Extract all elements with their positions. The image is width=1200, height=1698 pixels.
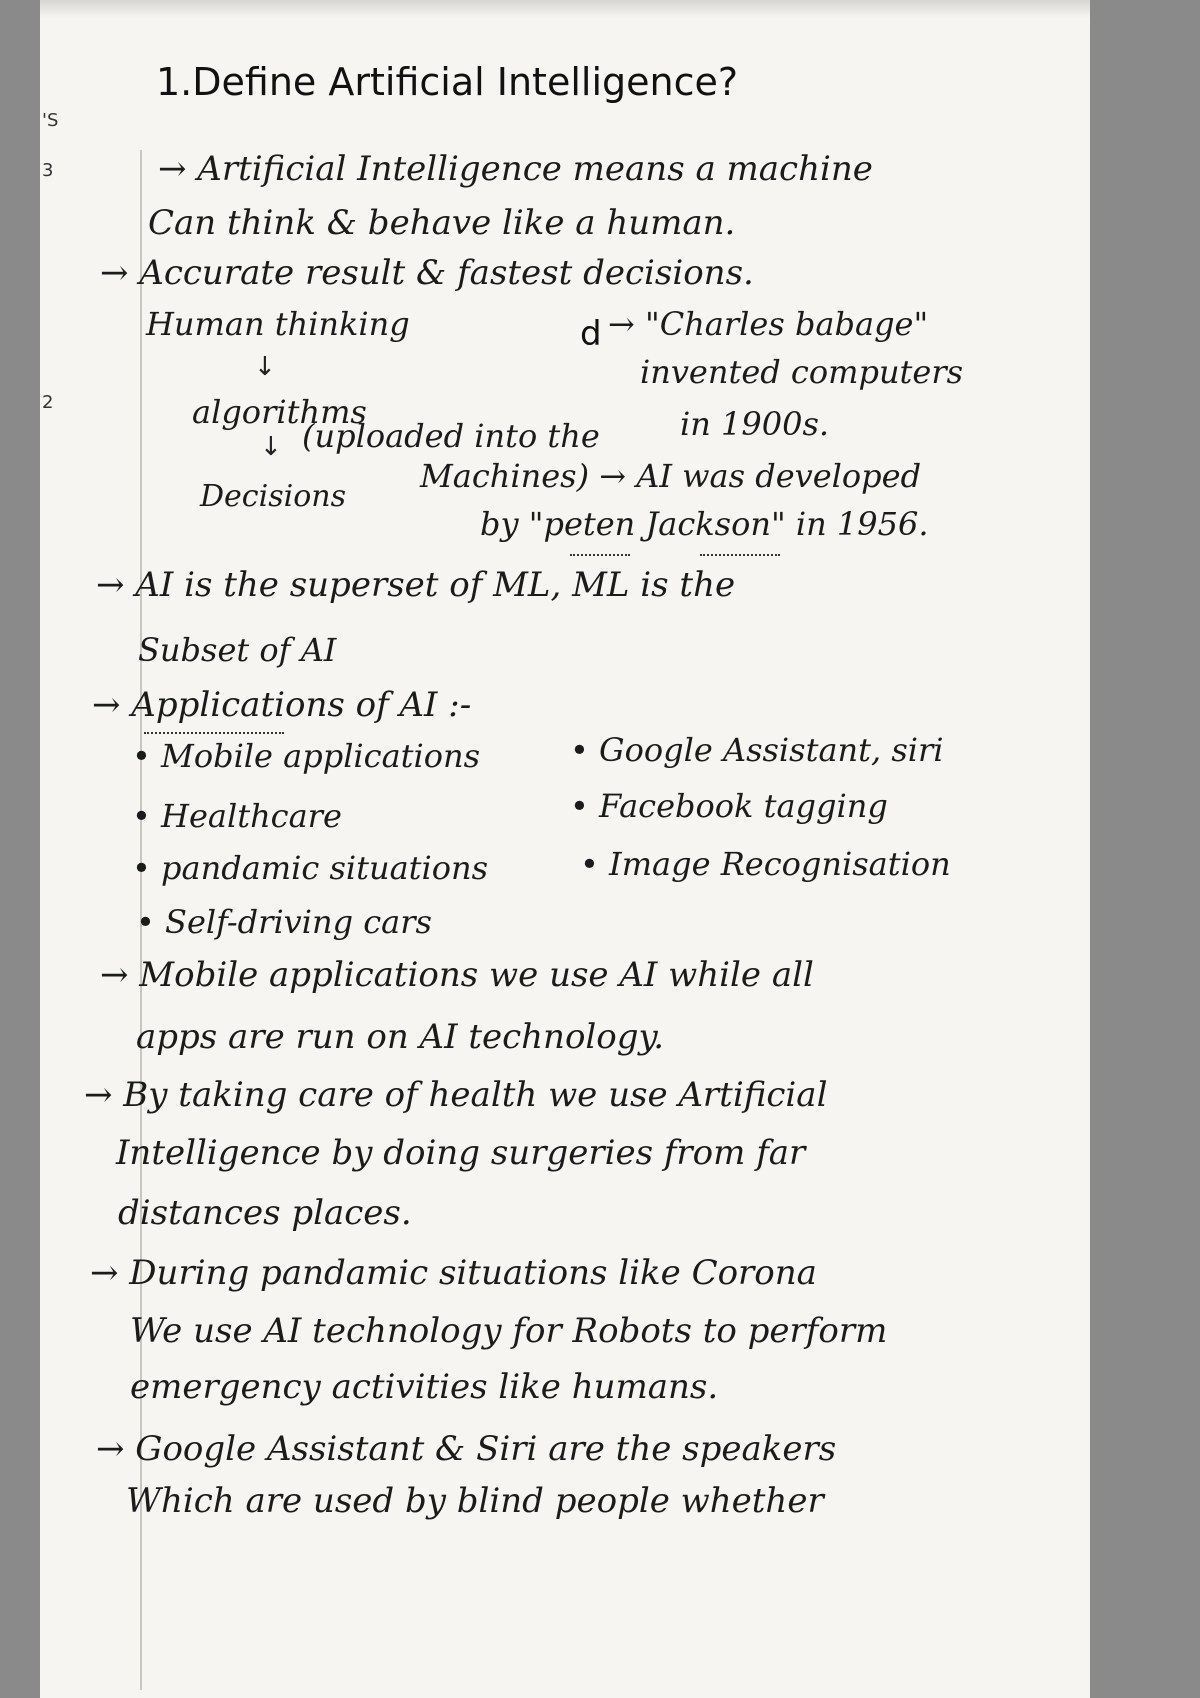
note-line: distances places. [118, 1193, 412, 1233]
note-line: Decisions [200, 479, 346, 514]
note-line: → Artificial Intelligence means a machine [158, 149, 873, 189]
margin-tick: 'S [42, 110, 59, 131]
underline-squiggle [570, 548, 630, 556]
note-line: Intelligence by doing surgeries from far [116, 1133, 806, 1173]
note-line: → Accurate result & fastest decisions. [100, 253, 754, 293]
note-line: We use AI technology for Robots to perform [130, 1311, 888, 1351]
margin-tick: 3 [42, 160, 54, 181]
note-line: → By taking care of health we use Artificial [84, 1075, 828, 1115]
note-line: Which are used by blind people whether [126, 1481, 824, 1521]
application-item: • Mobile applications [132, 737, 481, 775]
underline-squiggle [144, 726, 284, 734]
application-item: • Image Recognisation [580, 845, 951, 883]
application-item: • pandamic situations [132, 849, 489, 887]
note-line: emergency activities like humans. [130, 1367, 719, 1407]
notebook-page [40, 0, 1090, 1698]
typed-letter: d [580, 314, 602, 354]
note-line: → Applications of AI :- [92, 685, 472, 725]
note-line: → "Charles babage" [608, 305, 929, 343]
underline-squiggle [700, 548, 780, 556]
page-top-shadow [40, 0, 1090, 18]
page-title: 1.Define Artificial Intelligence? [156, 60, 739, 104]
application-item: • Google Assistant, siri [570, 731, 944, 769]
note-line: → During pandamic situations like Corona [90, 1253, 817, 1293]
note-line: Subset of AI [138, 631, 337, 669]
note-line: Machines) → AI was developed [420, 457, 922, 495]
note-line: apps are run on AI technology. [136, 1017, 665, 1057]
note-line: → Google Assistant & Siri are the speakers [96, 1429, 837, 1469]
note-line: → AI is the superset of ML, ML is the [96, 565, 736, 605]
application-item: • Healthcare [132, 797, 342, 835]
application-item: • Self-driving cars [136, 903, 432, 941]
note-line: Can think & behave like a human. [148, 203, 736, 243]
note-line: in 1900s. [680, 405, 830, 443]
down-arrow-icon: ↓ [254, 352, 276, 382]
application-item: • Facebook tagging [570, 787, 888, 825]
note-line: invented computers [640, 353, 964, 391]
note-line: algorithms [192, 393, 367, 431]
down-arrow-icon: ↓ [260, 432, 282, 462]
note-line: (uploaded into the [302, 417, 600, 455]
margin-tick: 2 [42, 392, 54, 413]
note-line: → Mobile applications we use AI while all [100, 955, 814, 995]
note-line: by "peten Jackson" in 1956. [480, 505, 929, 543]
note-line: Human thinking [146, 305, 410, 343]
